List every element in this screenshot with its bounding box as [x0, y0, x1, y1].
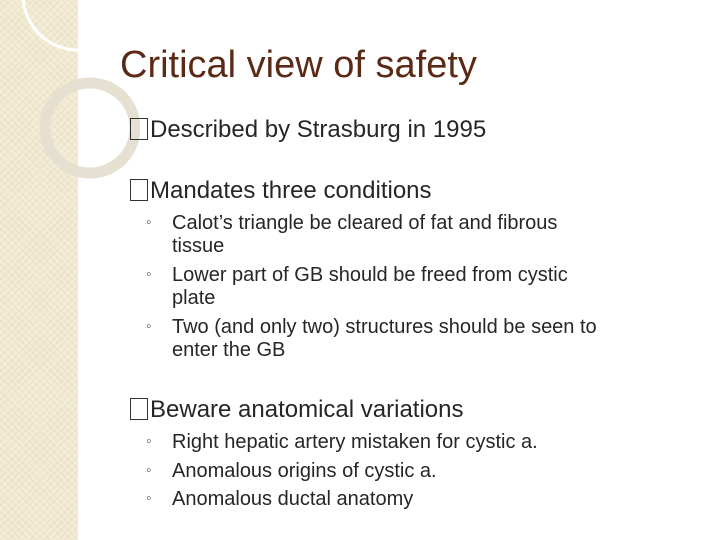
sub-bullet-line: Anomalous origins of cystic a. — [172, 460, 437, 482]
sub-bullet-origins — [146, 460, 437, 483]
sub-bullet-hepatic — [146, 431, 538, 454]
bullet-glyph-icon — [130, 179, 148, 201]
sub-bullet-gb — [146, 264, 568, 310]
bullet-described — [130, 116, 486, 144]
sub-bullet-marker-icon: ◦ — [146, 433, 152, 450]
sub-bullet-marker-icon: ◦ — [146, 266, 152, 283]
slide-title: Critical view of safety — [120, 44, 477, 86]
decorative-circle-top — [23, 0, 133, 50]
sub-bullet-line: enter the GB — [172, 339, 286, 361]
sub-bullet-marker-icon: ◦ — [146, 490, 152, 507]
sub-bullet-line: plate — [172, 287, 216, 309]
sub-bullet-structures — [146, 316, 597, 362]
sub-bullet-line: Anomalous ductal anatomy — [172, 488, 414, 510]
sub-bullet-marker-icon: ◦ — [146, 318, 152, 335]
sub-bullet-line: Right hepatic artery mistaken for cystic a. — [172, 431, 538, 453]
sub-bullet-line: Two (and only two) structures should be seen to — [172, 316, 597, 338]
decorative-ring — [45, 83, 135, 173]
bullet-glyph-icon — [130, 398, 148, 420]
bullet-text: Described by Strasburg in 1995 — [150, 116, 487, 143]
sub-bullet-ductal — [146, 488, 413, 511]
sub-bullet-line: Calot’s triangle be cleared of fat and fibrous — [172, 212, 558, 234]
bullet-beware — [130, 396, 464, 424]
bullet-text: Beware anatomical variations — [150, 396, 464, 423]
sub-bullet-marker-icon: ◦ — [146, 214, 152, 231]
bullet-mandates — [130, 177, 432, 205]
sub-bullet-calot — [146, 212, 557, 258]
bullet-glyph-icon — [130, 118, 148, 140]
sub-bullet-line: tissue — [172, 235, 225, 257]
sub-bullet-line: Lower part of GB should be freed from cystic — [172, 264, 568, 286]
bullet-text: Mandates three conditions — [150, 177, 432, 204]
sub-bullet-marker-icon: ◦ — [146, 462, 152, 479]
decorative-circles — [0, 0, 140, 200]
